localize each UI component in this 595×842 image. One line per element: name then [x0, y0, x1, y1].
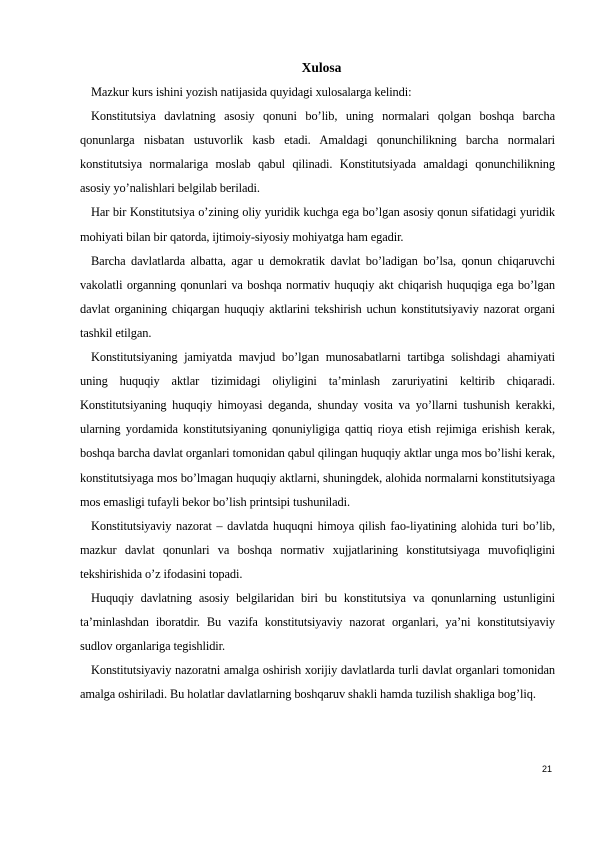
paragraph-constitution-supremacy: Konstitutsiya davlatning asosiy qonuni bo’lib, uning normalari qolgan boshqa barcha qonunlarga nisbatan ustuvorlik kasb etadi. Amaldagi qonunchilikning barcha normalari konstitutsiya normalariga moslab qabul qilinadi. Konstitutsiyada amaldagi qonunchilikning asosiy yo’nalishlari belgilab beriladi.: [80, 109, 555, 196]
paragraph-control-definition: Konstitutsiyaviy nazorat – davlatda huquqni himoya qilish fao-liyatining alohida turi bo’lib, mazkur davlat qonunlari va boshqa normativ xujjatlarining konstitutsiyaga muvofiqligini tekshirishida o’z ifodasini topadi.: [80, 518, 555, 581]
paragraph-foreign-practice: Konstitutsiyaviy nazoratni amalga oshirish xorijiy davlatlarda turli davlat organlari tomonidan amalga oshiriladi. Bu holatlar davlatlarning boshqaruv shakli hamda tuzilish shakliga bog’liq.: [80, 663, 555, 702]
page-content: [80, 56, 555, 706]
paragraph-intro: Mazkur kurs ishini yozish natijasida quyidagi xulosalarga kelindi:: [91, 85, 412, 99]
paragraph-legal-protection: Konstitutsiyaning jamiyatda mavjud bo’lgan munosabatlarni tartibga solishdagi ahamiyati uning huquqiy aktlar tizimidagi oliyligini ta’minlash zaruriyatini keltirib chiqaradi. Konstitutsiyaning huquqiy himoyasi deganda, shunday vosita va yo’llarni tushunish kerakki, ularning yordamida konstitutsiyaning qonuniyligiga qattiq rioya etish rejimiga erishish kerak, boshqa barcha davlat organlari tomonidan qabul qilingan huquqiy aktlar unga mos bo’lishi kerak, konstitutsiyaga mos bo’lmagan huquqiy aktlarni, shuningdek, alohida normalarni konstitutsiyaga mos emasligi tufayli bekor bo’lish printsipi tushuniladi.: [80, 350, 555, 509]
page-title: Xulosa: [301, 60, 342, 75]
page-number: 21: [541, 764, 552, 774]
paragraph-legal-essence: Har bir Konstitutsiya o’zining oliy yuridik kuchga ega bo’lgan asosiy qonun sifatidagi yuridik mohiyati bilan bir qatorda, ijtimoiy-siyosiy mohiyatga ham egadir.: [80, 205, 555, 244]
paragraph-constitutional-control-body: Barcha davlatlarda albatta, agar u demokratik davlat bo’ladigan bo’lsa, qonun chiqaruvchi vakolatli organning qonunlari va boshqa normativ huquqiy akt chiqarish huquqiga ega bo’lgan davlat organining chiqargan huquqiy aktlarini tekshirish uchun konstitutsiyaviy nazorat organi tashkil etilgan.: [80, 253, 555, 340]
paragraph-rule-of-law: Huquqiy davlatning asosiy belgilaridan biri bu konstitutsiya va qonunlarning ustunligini ta’minlashdan iboratdir. Bu vazifa konstitutsiyaviy nazorat organlari, ya’ni konstitutsiyaviy sudlov organlariga tegishlidir.: [80, 590, 555, 654]
